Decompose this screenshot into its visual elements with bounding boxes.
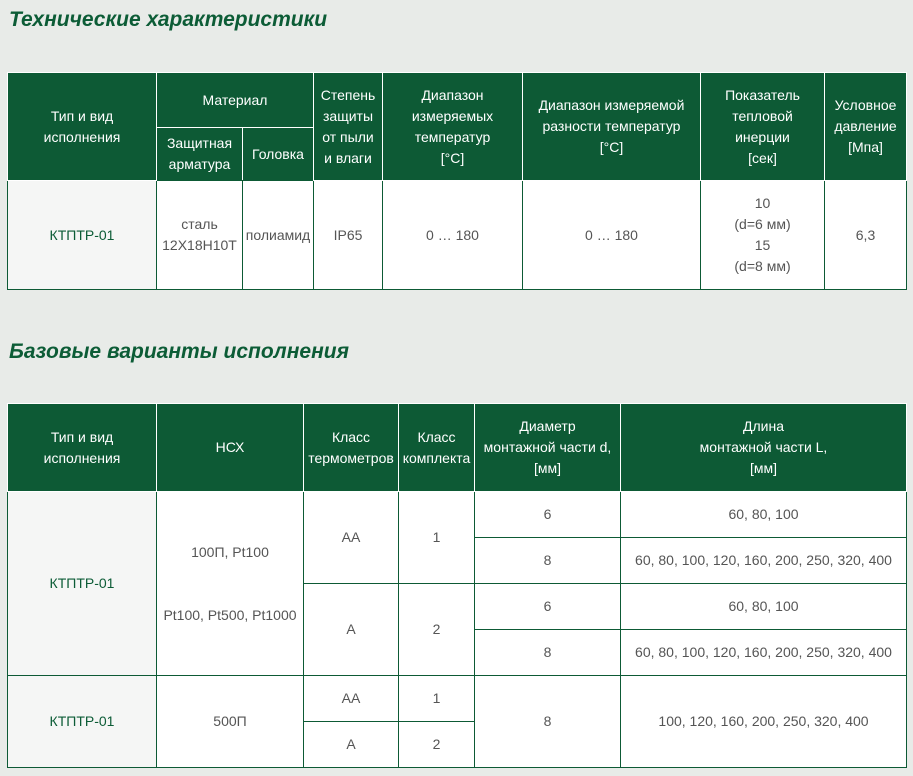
- specs-table: [7, 72, 907, 290]
- cell-thermo-class: А: [304, 722, 399, 768]
- header-diff-range: Диапазон измеряемой разности температур [°С]: [523, 73, 701, 181]
- cell-length: 60, 80, 100: [621, 584, 907, 630]
- header-set-class: Класс комплекта: [399, 404, 475, 492]
- specs-data-row: [8, 181, 907, 290]
- cell-diameter: 8: [475, 538, 621, 584]
- cell-diameter: 6: [475, 492, 621, 538]
- header-material: Материал: [157, 73, 314, 128]
- variants-header-row: [8, 404, 907, 492]
- variants-table: [7, 403, 907, 768]
- header-head: Головка: [243, 128, 314, 181]
- cell-set-class: 1: [399, 492, 475, 584]
- header-type: Тип и вид исполнения: [8, 404, 157, 492]
- cell-diameter: 8: [475, 630, 621, 676]
- section-title-specs: Технические характеристики: [9, 8, 328, 31]
- cell-type: КТПТР-01: [8, 676, 157, 768]
- table-row: [8, 676, 907, 722]
- header-diameter: Диаметр монтажной части d, [мм]: [475, 404, 621, 492]
- header-temp-range: Диапазон измеряемых температур [°С]: [383, 73, 523, 181]
- section-title-variants: Базовые варианты исполнения: [9, 340, 349, 363]
- header-protective: Защитная арматура: [157, 128, 243, 181]
- cell-nsh: 100П, Pt100 Pt100, Pt500, Pt1000: [157, 492, 304, 676]
- cell-thermo-class: А: [304, 584, 399, 676]
- cell-diff-range: 0 … 180: [523, 181, 701, 290]
- cell-length: 100, 120, 160, 200, 250, 320, 400: [621, 676, 907, 768]
- cell-diameter: 6: [475, 584, 621, 630]
- cell-thermo-class: АА: [304, 492, 399, 584]
- header-pressure: Условное давление [Мпа]: [825, 73, 907, 181]
- cell-protection: IP65: [314, 181, 383, 290]
- cell-pressure: 6,3: [825, 181, 907, 290]
- header-length: Длина монтажной части L, [мм]: [621, 404, 907, 492]
- cell-type: КТПТР-01: [8, 492, 157, 676]
- cell-head: полиамид: [243, 181, 314, 290]
- cell-set-class: 2: [399, 722, 475, 768]
- header-inertia: Показатель тепловой инерции [сек]: [701, 73, 825, 181]
- cell-length: 60, 80, 100, 120, 160, 200, 250, 320, 400: [621, 538, 907, 584]
- header-nsh: НСХ: [157, 404, 304, 492]
- cell-protective: сталь 12Х18Н10Т: [157, 181, 243, 290]
- header-thermo-class: Класс термометров: [304, 404, 399, 492]
- header-type: Тип и вид исполнения: [8, 73, 157, 181]
- cell-length: 60, 80, 100, 120, 160, 200, 250, 320, 400: [621, 630, 907, 676]
- cell-set-class: 1: [399, 676, 475, 722]
- specs-header-row: [8, 73, 907, 128]
- cell-nsh: 500П: [157, 676, 304, 768]
- cell-set-class: 2: [399, 584, 475, 676]
- cell-thermo-class: АА: [304, 676, 399, 722]
- cell-temp-range: 0 … 180: [383, 181, 523, 290]
- cell-type: КТПТР-01: [8, 181, 157, 290]
- header-protection: Степень защиты от пыли и влаги: [314, 73, 383, 181]
- cell-length: 60, 80, 100: [621, 492, 907, 538]
- cell-diameter: 8: [475, 676, 621, 768]
- table-row: [8, 492, 907, 538]
- cell-inertia: 10 (d=6 мм) 15 (d=8 мм): [701, 181, 825, 290]
